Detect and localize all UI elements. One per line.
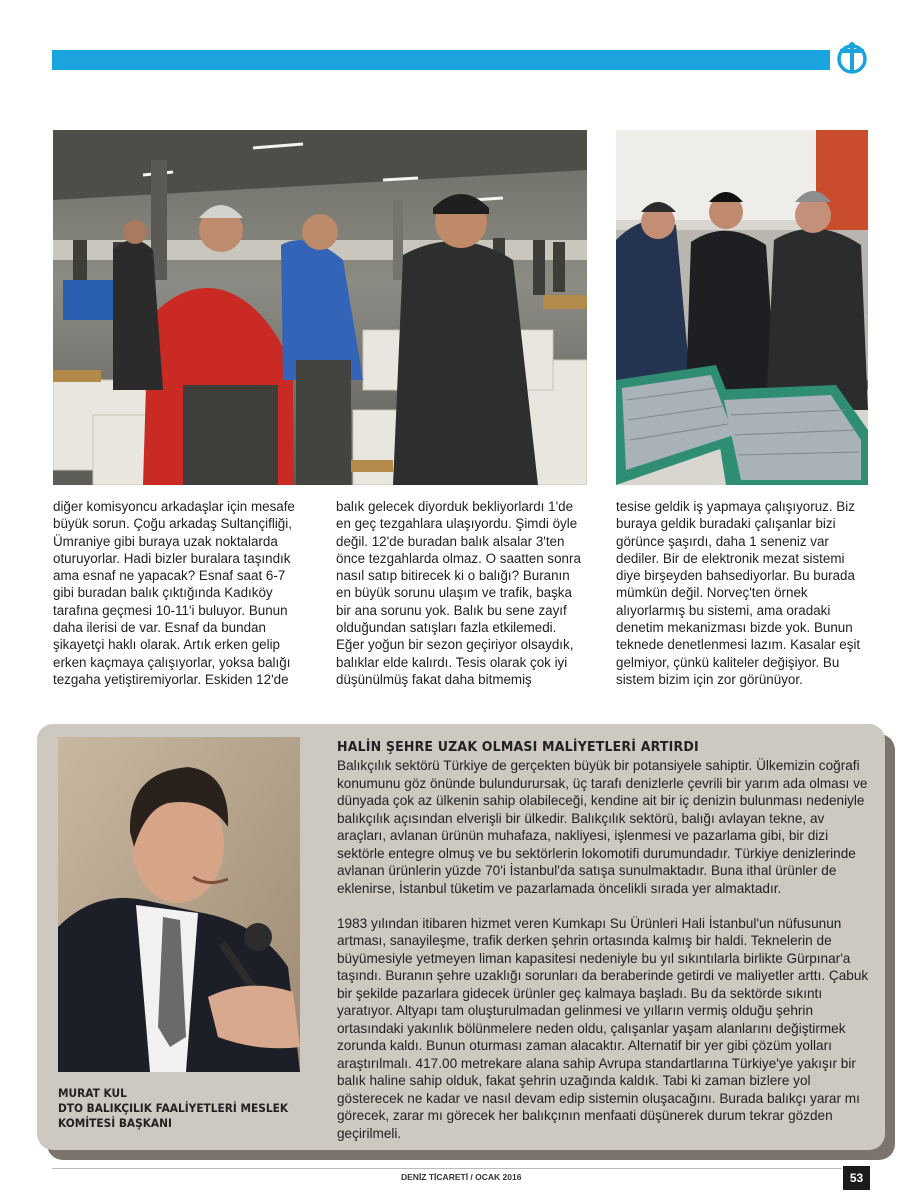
footer-publication: DENİZ TİCARETİ / OCAK 2016 [401,1172,522,1182]
three-men-fish-crates-photo [616,130,868,485]
column-3-text: tesise geldik iş yapmaya çalışıyoruz. Biz buraya geldik buradaki çalışanlar bizi görünce şaşırdı, daha 1 seneniz var dediler. Bir de elektronik mezat sistemi diye birşeyden bahsediyorlar. Bu burada mümkün değil. Norveç'ten örnek alıyorlarmış bu sistemi, ama oradaki denetim mekanizması bizde yok. Bunun teknede denetlenmesi lazım. Kasalar eşit gelmiyor, çünkü kaliteler değişiyor. Bu sistem bizim için zor görünüyor. [616,499,861,687]
caption-role-line-2: KOMİTESİ BAŞKANI [58,1116,172,1130]
article-column-3 [616,498,866,688]
portrait-caption [58,1086,308,1131]
column-2-text: balık gelecek diyorduk bekliyorlardı 1'de en geç tezgahlara ulaşıyordu. Şimdi öyle değil. 12'de buradan balık alsalar 3'ten önce tezgahlarda olmaz. O saatten sonra nasıl satıp bitirecek ki o balığı? Buranın en büyük sorunu ulaşım ve trafik, başka bir ana sorunu yok. Balık bu sene zayıf olduğundan satışları fazla etkilemedi. Eğer yoğun bir sezon geçiriyor olsaydık, balıklar elde kalırdı. Tesis olarak çok iyi düşünülmüş fakat daha bitmemiş [336,499,581,687]
anchor-logo-icon [834,40,870,76]
caption-name: MURAT KUL [58,1086,127,1100]
article-column-2 [336,498,586,688]
murat-kul-portrait-photo [58,737,300,1072]
caption-role-line-1: DTO BALIKÇILIK FAALİYETLERİ MESLEK [58,1101,289,1115]
box-title: HALİN ŞEHRE UZAK OLMASI MALİYETLERİ ARTIRDI [337,739,699,755]
column-1-text: diğer komisyoncu arkadaşlar için mesafe büyük sorun. Çoğu arkadaş Sultançifliği, Ümraniye gibi buraya uzak noktalarda oturuyorlar. Hadi bizler buralara taşındık ama esnaf ne yapacak? Esnaf saat 6-7 gibi buradan balık çıktığında Kadıköy tarafına geçmesi 10-11'i buluyor. Bunun daha ilerisi de var. Esnaf da bundan şikayetçi haklı olarak. Artık erken gelip erken kaçmaya çalışıyorlar, yoksa balığı tezgaha yetiştiremiyorlar. Eskiden 12'de [53,499,295,687]
box-paragraph-2: 1983 yılından itibaren hizmet veren Kumkapı Su Ürünleri Hali İstanbul'un nüfusunun artması, sanayileşme, trafik derken şehrin ortasında kalmış bir haldi. Teknelerin de büyümesiyle yetmeyen liman kapasitesi nedeniyle bu yıl sıkıntılarla birlikte Gürpınar'a taşındı. Buranın şehre uzaklığı sorunları da beraberinde getirdi ve maliyetler arttı. Çabuk bir şekilde pazarlara gidecek ürünler geç kalmaya başladı. Bu da sektörde sıkıntı yaratıyor. Altyapı tam oluşturulmadan gelinmesi ve yılların vermiş olduğu şehrin ortasındaki yakınlık bölünmelere neden oldu, çalışanlar yaşam alanlarını değiştirmek zorunda kaldı. Bunun oturması zaman alacaktır. Alternatif bir yer gibi çözüm yolları araştırılmalı. 417.00 metrekare alana sahip Avrupa standartlarına Türkiye'ye yakışır bir balık haline sahip olduk, fakat şehrin uzağında kaldık. Tabi ki zaman bizlere yol gösterecek ne kadar ve nasıl devam edip sistemin oluşacağını. Burada balıkçı yarar mı görecek, zarar mı görecek her balıkçının menfaati düşünerek durum tekrar gözden geçirilmeli. [337,915,869,1141]
box-body [337,757,877,1142]
box-paragraph-1: Balıkçılık sektörü Türkiye de gerçekten büyük bir potansiyele sahiptir. Ülkemizin coğrafi konumunu göz önünde bulundurursak, üç tarafı denizlerle çevrili bir yarım ada olması ve dünyada çok az ülkenin sahip olabileceği, kendine ait bir iç denizin bulunması nedeniyle balıkçılık açısından elverişli bir ülkedir. Balıkçılık sektörü, balığı avlayan tekne, av araçları, avlanan ürünün muhafaza, nakliyesi, işlenmesi ve pazarlama gibi, bir dizi sektörle entegre olmuş ve bu sektörlerin lokomotifi durumundadır. Türkiye denizlerinde avlanan ürünlerin yüzde 70'i İstanbul'da satışa sunulmaktadır. Buna ithal ürünler de eklenirse, İstanbul tüketim ve pazarlamada öncelikli sırada yer almaktadır. [337,758,868,896]
page-number: 53 [843,1166,870,1190]
fish-market-hall-photo [53,130,587,485]
article-column-1 [53,498,303,688]
header-bar [52,50,830,70]
footer-divider [52,1168,842,1169]
